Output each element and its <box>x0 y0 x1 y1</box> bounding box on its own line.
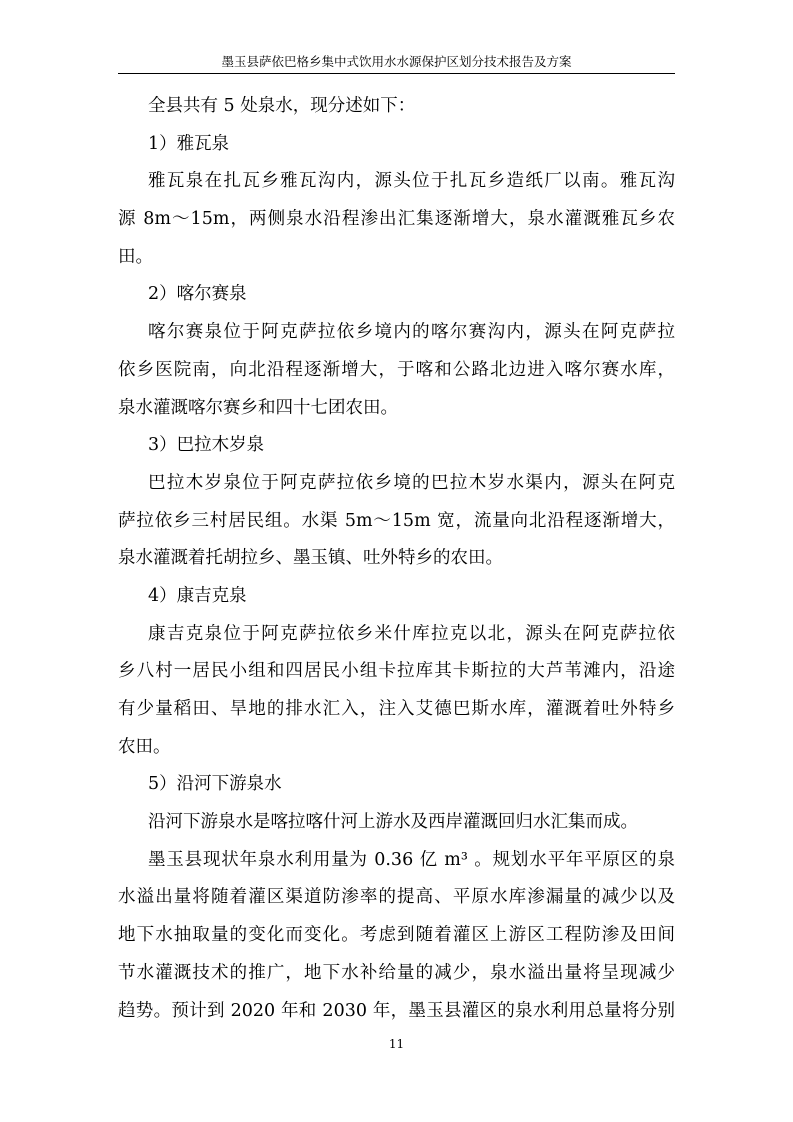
body-line: 泉水灌溉着托胡拉乡、墨玉镇、吐外特乡的农田。 <box>118 548 503 569</box>
body-line: 3）巴拉木岁泉 <box>148 435 265 456</box>
body-line: 雅瓦泉在扎瓦乡雅瓦沟内，源头位于扎瓦乡造纸厂以南。雅瓦沟 <box>148 171 675 192</box>
body-line: 巴拉木岁泉位于阿克萨拉依乡境的巴拉木岁水渠内，源头在阿克 <box>148 472 675 493</box>
body-line: 依乡医院南，向北沿程逐渐增大，于喀和公路北边进入喀尔赛水库， <box>118 359 675 380</box>
body-line: 5）沿河下游泉水 <box>148 774 282 795</box>
body-line: 沿河下游泉水是喀拉喀什河上游水及西岸灌溉回归水汇集而成。 <box>148 812 638 833</box>
body-line: 源 8m～15m，两侧泉水沿程渗出汇集逐渐增大，泉水灌溉雅瓦乡农 <box>118 209 675 230</box>
body-line: 有少量稻田、旱地的排水汇入，注入艾德巴斯水库，灌溉着吐外特乡 <box>118 699 675 719</box>
body-line: 4）康吉克泉 <box>148 585 247 606</box>
body-line: 萨拉依乡三村居民组。水渠 5m～15m 宽，流量向北沿程逐渐增大， <box>118 510 675 531</box>
document-body <box>118 88 675 1030</box>
body-line: 康吉克泉位于阿克萨拉依乡米什库拉克以北，源头在阿克萨拉依 <box>148 623 675 644</box>
body-line: 田。 <box>118 246 153 267</box>
body-line: 节水灌溉技术的推广，地下水补给量的减少，泉水溢出量将呈现减少 <box>118 962 675 983</box>
body-line: 乡八村一居民小组和四居民小组卡拉库其卡斯拉的大芦苇滩内，沿途 <box>118 661 675 682</box>
body-line: 水溢出量将随着灌区渠道防渗率的提高、平原水库渗漏量的减少以及 <box>118 887 675 908</box>
body-line: 泉水灌溉喀尔赛乡和四十七团农田。 <box>118 397 398 418</box>
body-line: 墨玉县现状年泉水利用量为 0.36 亿 m³ 。规划水平年平原区的泉 <box>148 849 675 870</box>
body-line: 地下水抽取量的变化而变化。考虑到随着灌区上游区工程防渗及田间 <box>118 925 675 946</box>
page-number: 11 <box>388 1037 405 1051</box>
header-rule <box>118 73 675 74</box>
body-line: 2）喀尔赛泉 <box>148 284 247 305</box>
body-line: 全县共有 5 处泉水，现分述如下： <box>148 96 416 116</box>
body-line: 1）雅瓦泉 <box>148 133 230 154</box>
body-line: 趋势。预计到 2020 年和 2030 年，墨玉县灌区的泉水利用总量将分别 <box>118 1000 675 1021</box>
body-line: 农田。 <box>118 736 171 757</box>
running-header: 墨玉县萨依巴格乡集中式饮用水水源保护区划分技术报告及方案 <box>221 54 572 69</box>
body-line: 喀尔赛泉位于阿克萨拉依乡境内的喀尔赛沟内，源头在阿克萨拉 <box>148 322 675 343</box>
